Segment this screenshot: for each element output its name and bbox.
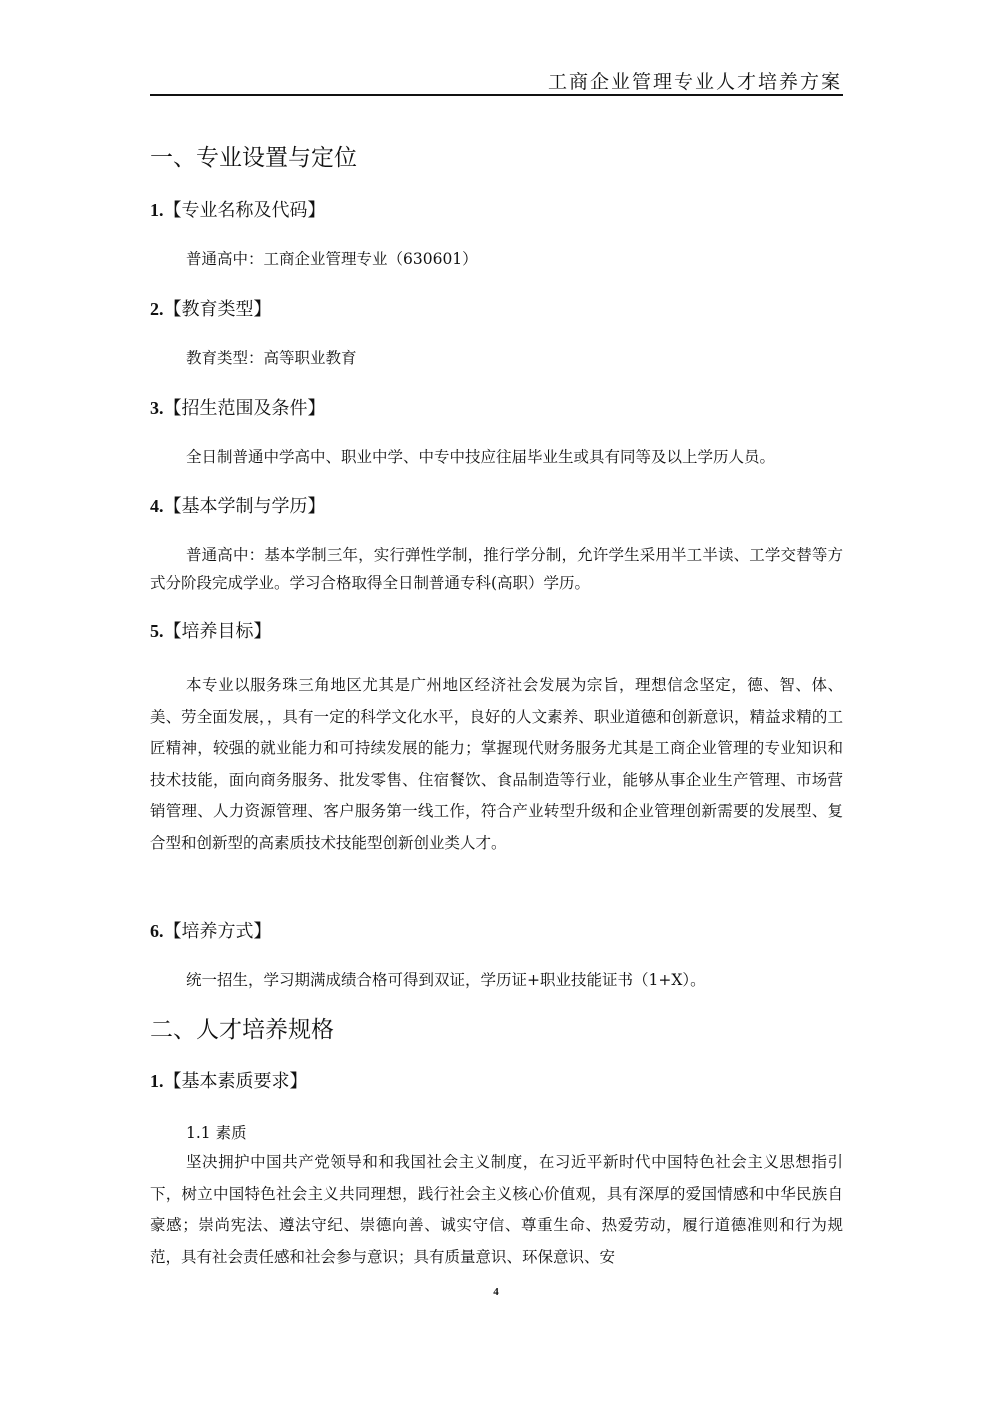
item-text: 全日制普通中学高中、职业中学、中专中技应往届毕业生或具有同等及以上学历人员。 [186,448,776,466]
item-text: 教育类型：高等职业教育 [186,349,357,367]
item-paragraph: 本专业以服务珠三角地区尤其是广州地区经济社会发展为宗旨，理想信念坚定，德、智、体、美、劳全面发展，，具有一定的科学文化水平，良好的人文素养、职业道德和创新意识，精益求精的工匠精神，较强的就业能力和可持续发展的能力；掌握现代财务服务尤其是工商企业管理的专业知识和技术技能，面向商务服务、批发零售、住宿餐饮、食品制造等行业，能够从事企业生产管理、市场营销管理、人力资源管理、客户服务第一线工作，符合产业转型升级和企业管理创新需要的发展型、复合型和创新型的高素质技术技能型创新创业类人才。 [150,676,843,852]
item-heading [150,493,326,520]
item-number: 5. [150,621,164,641]
item-number: 3. [150,398,164,418]
item-number: 6. [150,921,164,941]
item-number: 2. [150,299,164,319]
item-label: 【培养方式】 [163,921,272,942]
item-paragraph: 普通高中：基本学制三年，实行弹性学制，推行学分制，允许学生采用半工半读、工学交替等方式分阶段完成学业。学习合格取得全日制普通专科(高职）学历。 [150,546,843,592]
item-number: 1. [150,200,164,220]
item-heading [150,1068,308,1095]
item-number: 1. [150,1071,164,1091]
item-text: 统一招生，学习期满成绩合格可得到双证，学历证+职业技能证书（1+X）。 [186,971,706,989]
item-subtitle: 1.1 素质 [186,1124,247,1142]
item-label: 【基本学制与学历】 [163,496,326,517]
item-heading [150,395,326,422]
item-heading [150,197,326,224]
section-title: 二、人才培养规格 [150,1017,334,1043]
header-rule [150,94,843,96]
running-header: 工商企业管理专业人才培养方案 [547,71,842,93]
item-heading [150,618,272,645]
item-heading [150,296,272,323]
item-text: 普通高中：工商企业管理专业（630601） [186,250,478,268]
section-title: 一、专业设置与定位 [150,145,357,171]
item-label: 【招生范围及条件】 [163,398,326,419]
item-label: 【基本素质要求】 [163,1071,308,1092]
item-heading [150,918,272,945]
item-paragraph: 坚决拥护中国共产党领导和和我国社会主义制度，在习近平新时代中国特色社会主义思想指引下，树立中国特色社会主义共同理想，践行社会主义核心价值观，具有深厚的爱国情感和中华民族自豪感；崇尚宪法、遵法守纪、崇德向善、诚实守信、尊重生命、热爱劳动，履行道德准则和行为规范，具有社会责任感和社会参与意识；具有质量意识、环保意识、安 [150,1153,843,1266]
item-label: 【教育类型】 [163,299,272,320]
item-label: 【培养目标】 [163,621,272,642]
page-number: 4 [493,1286,499,1298]
item-number: 4. [150,496,164,516]
item-label: 【专业名称及代码】 [163,200,326,221]
